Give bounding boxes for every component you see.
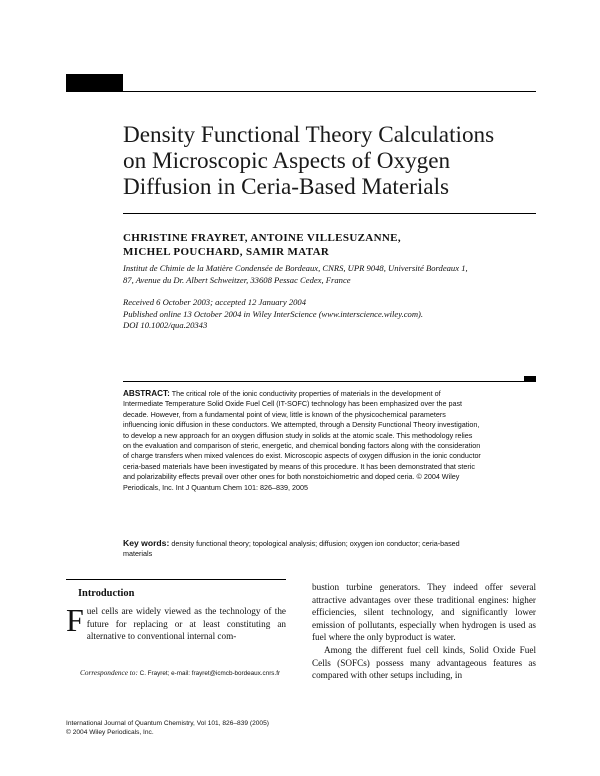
- journal-citation: International Journal of Quantum Chemistry, Vol 101, 826–839 (2005): [66, 720, 269, 727]
- drop-cap: F: [66, 602, 84, 638]
- keywords: [123, 538, 481, 559]
- abstract-rule: [123, 381, 536, 382]
- right-paragraph-2: Among the different fuel cell kinds, Solid Oxide Fuel Cells (SOFCs) possess many advantageous features as compared with other setups including, in: [312, 644, 536, 681]
- page-footer: [66, 720, 466, 738]
- affiliation-line-2: 87, Avenue du Dr. Albert Schweitzer, 33608 Pessac Cedex, France: [123, 275, 351, 285]
- doi: DOI 10.1002/qua.20343: [123, 320, 208, 330]
- authors-line-2: MICHEL POUCHARD, SAMIR MATAR: [123, 246, 330, 258]
- introduction-heading: Introduction: [78, 588, 135, 599]
- header-rule: [123, 91, 536, 92]
- publication-dates: [123, 297, 543, 332]
- abstract-text: The critical role of the ionic conductivity properties of materials in the development of Intermediate Temperature Solid Oxide Fuel Cell (IT-SOFC) technology has been emphasized over the past decade. However, from a fundamental point of view, little is known of the physicochemical parameters influencing ionic diffusion in these conductors. We attempted, through a Density Functional Theory investigation, to develop a new approach for an oxygen diffusion study in solids at the atomic scale. This methodology relies on the evaluation and comparison of steric, energetic, and chemical bonding factors along with the consideration of charge transfers when mixed valences do exist. Microscopic aspects of oxygen diffusion in the ionic conductor ceria-based materials have been investigated by means of this procedure. It has been demonstrated that steric and polarizability effects prevail over other ones for both nonstoichiometric and doped ceria.: [123, 389, 481, 482]
- correspondence-note: [66, 668, 286, 678]
- intro-paragraph: [66, 602, 286, 643]
- affiliation: [123, 262, 543, 286]
- title-rule: [123, 213, 536, 214]
- keywords-text: density functional theory; topological analysis; diffusion; oxygen ion conductor; ceria-based materials: [123, 539, 460, 558]
- article-title: [123, 122, 553, 200]
- abstract: [123, 389, 481, 493]
- published-online: Published online 13 October 2004 in Wiley InterScience (www.interscience.wiley.com).: [123, 308, 424, 319]
- correspondence-lead: Correspondence to:: [80, 668, 138, 677]
- title-line-1: Density Functional Theory Calculations: [123, 122, 495, 148]
- author-list: [123, 231, 553, 259]
- authors-line-1: CHRISTINE FRAYRET, ANTOINE VILLESUZANNE,: [123, 232, 401, 244]
- title-line-3: Diffusion in Ceria-Based Materials: [123, 174, 450, 200]
- intro-rule: [66, 579, 286, 580]
- correspondence-text: C. Frayret; e-mail: frayret@icmcb-bordeaux.cnrs.fr: [139, 670, 281, 677]
- right-column: [312, 581, 536, 682]
- title-line-2: on Microscopic Aspects of Oxygen: [123, 148, 451, 174]
- keywords-label: Key words:: [123, 538, 170, 548]
- intro-text: uel cells are widely viewed as the technology of the future for replacing or at least constituting an alternative to conventional internal com-: [86, 606, 286, 642]
- received-date: Received 6 October 2003; accepted 12 January 2004: [123, 297, 307, 307]
- affiliation-line-1: Institut de Chimie de la Matière Condensée de Bordeaux, CNRS, UPR 9048, Université Bordeaux 1,: [123, 263, 468, 273]
- copyright: © 2004 Wiley Periodicals, Inc.: [66, 728, 154, 736]
- right-paragraph-1: bustion turbine generators. They indeed offer several attractive advantages over these traditional engines: higher efficiencies, silent technology, and significantly lower emission of pollutants, especially when hydrogen is used as fuel where the only byproduct is water.: [312, 582, 536, 643]
- abstract-citation: © 2004 Wiley Periodicals, Inc. Int J Quantum Chem 101: 826–839, 2005: [123, 472, 460, 492]
- abstract-label: ABSTRACT:: [123, 389, 170, 398]
- header-black-bar: [66, 74, 123, 92]
